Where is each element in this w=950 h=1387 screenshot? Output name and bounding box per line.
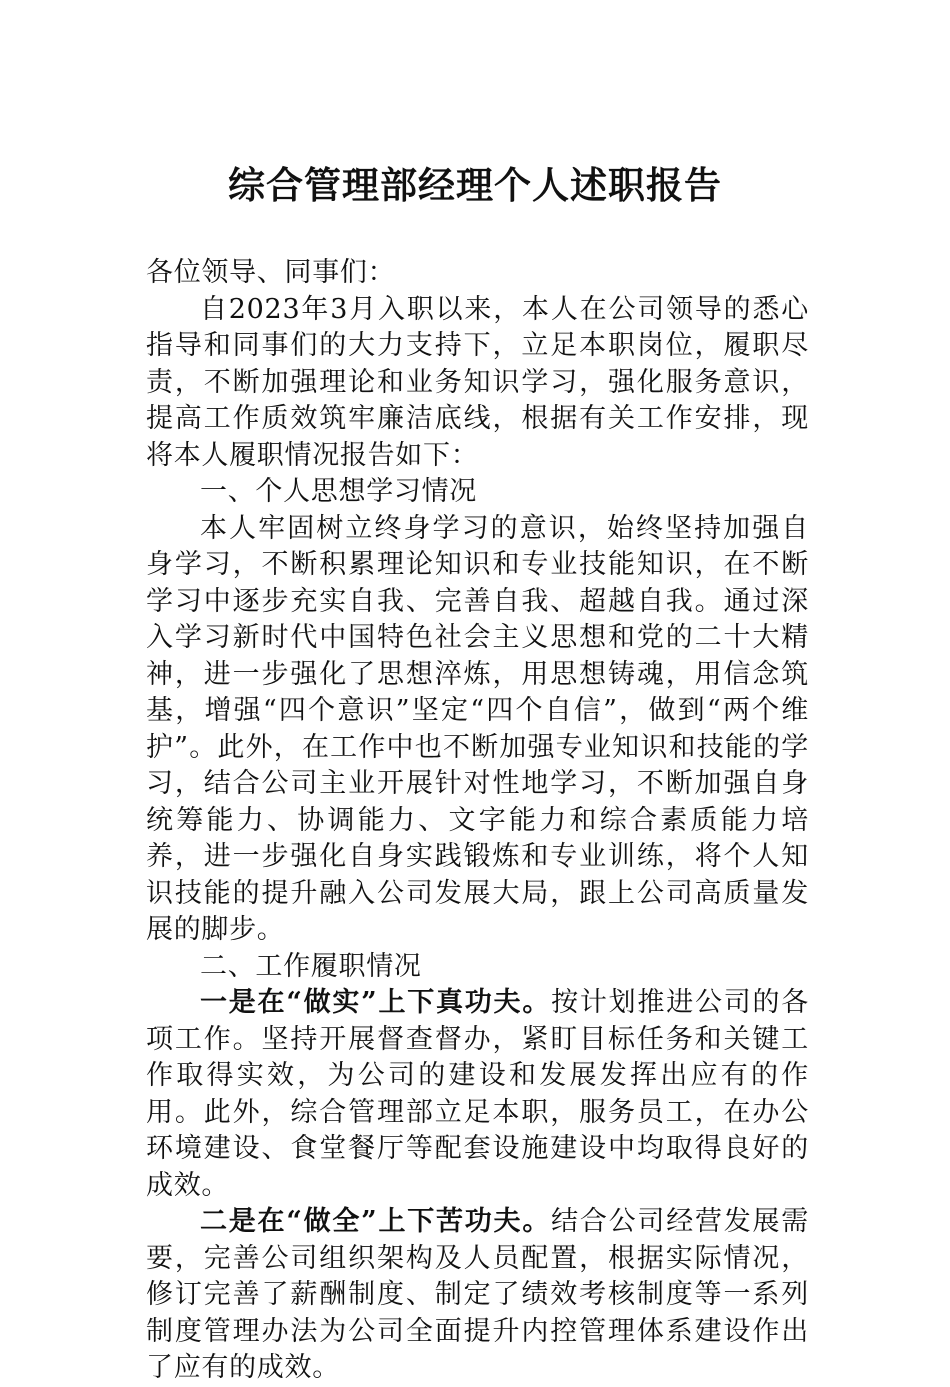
document-title: 综合管理部经理个人述职报告	[228, 163, 722, 207]
section-2-item-2	[146, 1204, 809, 1387]
document-body	[146, 255, 809, 1387]
section-1-heading: 一、个人思想学习情况	[200, 476, 477, 507]
item-2-text: 结合公司经营发展需要，完善公司组织架构及人员配置，根据实际情况，修订完善了薪酬制度、制定了绩效考核制度等一系列制度管理办法为公司全面提升内控管理体系建设作出了应有的成效。	[146, 1206, 809, 1383]
intro-paragraph: 自2023年3月入职以来，本人在公司领导的悉心指导和同事们的大力支持下，立足本职岗位，履职尽责，不断加强理论和业务知识学习，强化服务意识，提高工作质效筑牢廉洁底线，根据有关工作安排，现将本人履职情况报告如下：	[146, 293, 809, 471]
item-1-lead: 一是在“做实”上下真功夫。	[200, 987, 552, 1018]
salutation: 各位领导、同事们：	[146, 257, 396, 288]
item-2-lead: 二是在“做全”上下苦功夫。	[200, 1206, 552, 1237]
item-1-text: 按计划推进公司的各项工作。坚持开展督查督办，紧盯目标任务和关键工作取得实效，为公司的建设和发展发挥出应有的作用。此外，综合管理部立足本职，服务员工，在办公环境建设、食堂餐厅等配套设施建设中均取得良好的成效。	[146, 987, 809, 1201]
section-1-paragraph: 本人牢固树立终身学习的意识，始终坚持加强自身学习，不断积累理论知识和专业技能知识，在不断学习中逐步充实自我、完善自我、超越自我。通过深入学习新时代中国特色社会主义思想和党的二十大精神，进一步强化了思想淬炼，用思想铸魂，用信念筑基，增强“四个意识”坚定“四个自信”，做到“两个维护”。此外，在工作中也不断加强专业知识和技能的学习，结合公司主业开展针对性地学习，不断加强自身统筹能力、协调能力、文字能力和综合素质能力培养，进一步强化自身实践锻炼和专业训练，将个人知识技能的提升融入公司发展大局，跟上公司高质量发展的脚步。	[146, 512, 809, 945]
section-2-item-1	[146, 985, 809, 1204]
section-2-heading: 二、工作履职情况	[200, 950, 422, 982]
